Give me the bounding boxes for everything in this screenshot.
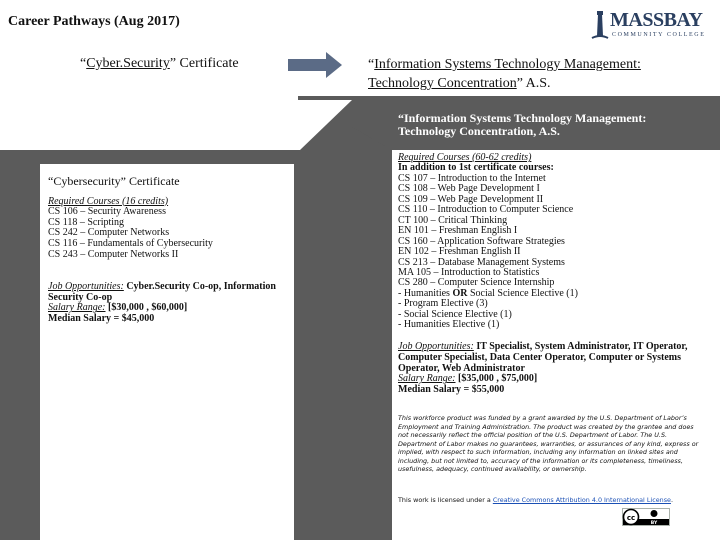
course-item: MA 105 – Introduction to Statistics [398,266,540,278]
degree-salary: Salary Range: [$35,000 , $75,000] [398,373,538,385]
cc-badge-text: cc [626,514,636,522]
license-link[interactable]: Creative Commons Attribution 4.0 International License [492,496,671,504]
course-item: CS 242 – Computer Networks [48,227,170,239]
elective-item: - Program Elective (3) [398,298,488,310]
certificate-title: “Cybersecurity” Certificate [48,174,180,188]
certificate-link[interactable]: Cyber.Security [86,56,170,71]
course-item: CS 118 – Scripting [48,216,125,228]
certificate-salary: Salary Range: [$30,000 , $60,000] [48,302,188,314]
course-item: CS 160 – Application Software Strategies [398,235,565,247]
arrow-right-icon [280,50,350,80]
certificate-required-label: Required Courses (16 credits) [48,195,169,207]
pathway-certificate: “Cyber.Security” Certificate [80,56,239,71]
logo-subtitle: COMMUNITY COLLEGE [612,32,706,38]
page-title: Career Pathways (Aug 2017) [8,14,180,29]
cc-by-badge-icon [622,508,670,526]
course-item: EN 102 – Freshman English II [398,246,521,258]
degree-header: “Information Systems Technology Management: Technology Concentration, A.S. [398,111,647,138]
course-item: EN 101 – Freshman English I [398,225,518,237]
disclaimer-text: This workforce product was funded by a grant awarded by the U.S. Department of Labor’s Employment and Training Administration. The product was created by the grantee and does not necessarily reflect the official position of the U.S. Department of Labor. The U.S. Department of Labor makes no guarantees, warranties, or assurances of any kind, express or implied, with respect to such information, including any information on linked sites and including, but not limited to, accuracy of the information or its completeness, timeliness, usefulness, adequacy, continued availability, or ownership. [398,414,699,473]
course-item: CS 110 – Introduction to Computer Science [398,204,574,216]
logo-wordmark: MASSBAY [610,9,703,31]
course-item: CS 213 – Database Management Systems [398,256,565,268]
license-text: This work is licensed under a Creative Commons Attribution 4.0 International License. [398,496,674,504]
degree-link[interactable]: Information Systems Technology Management: Technology Concentration [368,57,641,91]
course-item: CS 109 – Web Page Development II [398,193,544,205]
certificate-jobs: Job Opportunities: Cyber.Security Co-op, Information Security Co-op [48,281,276,303]
elective-item: - Social Science Elective (1) [398,308,512,320]
degree-jobs-box [398,342,698,396]
degree-intro: In addition to 1st certificate courses: [398,162,554,174]
certificate-box [48,176,288,325]
course-item: CS 243 – Computer Networks II [48,248,179,260]
course-item: CT 100 – Critical Thinking [398,214,508,226]
degree-box [398,153,698,331]
course-item: CS 116 – Fundamentals of Cybersecurity [48,237,213,249]
elective-item: - Humanities Elective (1) [398,319,500,331]
by-badge-text: BY [650,521,658,526]
course-item: CS 106 – Security Awareness [48,206,166,218]
course-item: CS 107 – Introduction to the Internet [398,172,546,184]
pathway-degree: “Information Systems Technology Management: Technology Concentration” A.S. [368,57,641,91]
degree-median: Median Salary = $55,000 [398,384,505,396]
elective-item: - Humanities OR Social Science Elective (1) [398,287,578,299]
degree-required-label: Required Courses (60-62 credits) [398,152,532,163]
lighthouse-logo-icon [590,10,610,40]
course-item: CS 280 – Computer Science Internship [398,277,555,289]
course-item: CS 108 – Web Page Development I [398,183,540,195]
degree-jobs: Job Opportunities: IT Specialist, System Administrator, IT Operator, Computer Specialist, Data Center Operator, Computer or Systems Operator, Web Administrator [398,341,688,374]
certificate-median: Median Salary = $45,000 [48,312,155,324]
